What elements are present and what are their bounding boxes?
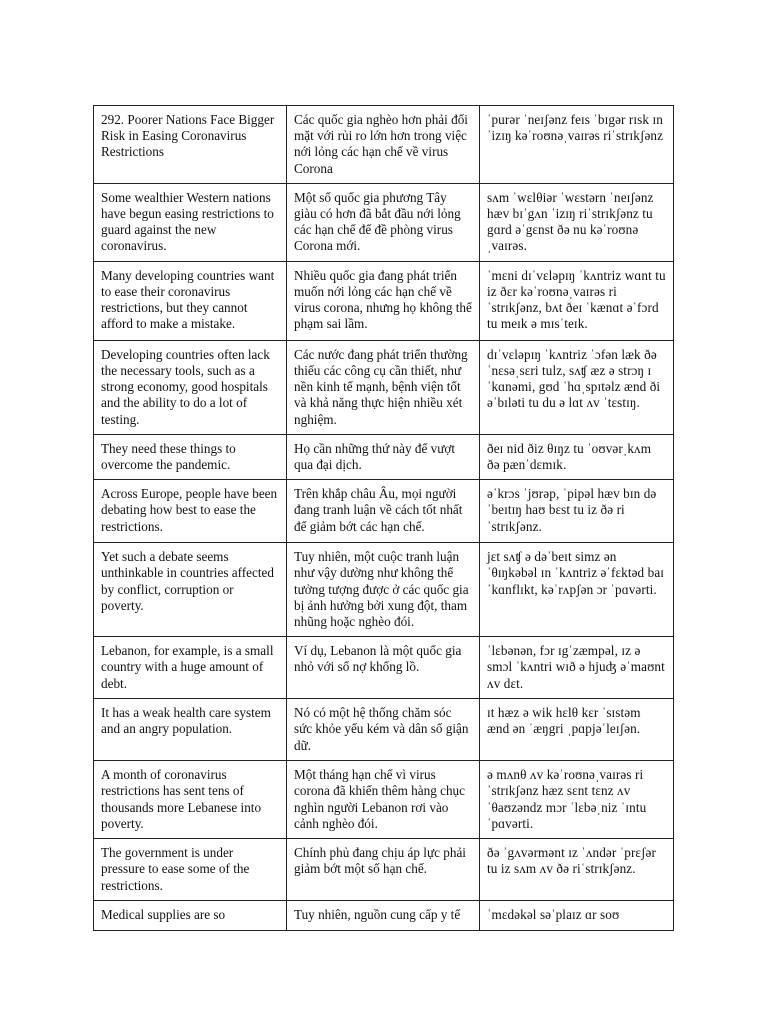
vocabulary-table [93, 105, 674, 931]
english-cell: It has a weak health care system and an angry population. [94, 699, 287, 761]
english-cell: They need these things to overcome the pandemic. [94, 434, 287, 479]
english-cell: A month of coronavirus restrictions has sent tens of thousands more Lebanese into poverty. [94, 761, 287, 839]
vietnamese-cell: Nó có một hệ thống chăm sóc sức khỏe yếu kém và dân số giận dữ. [287, 699, 480, 761]
vietnamese-cell: Các quốc gia nghèo hơn phải đối mặt với rủi ro lớn hơn trong việc nới lỏng các hạn chế về virus Corona [287, 106, 480, 184]
vietnamese-cell: Họ cần những thứ này để vượt qua đại dịch. [287, 434, 480, 479]
table-row [94, 543, 674, 637]
table-row [94, 106, 674, 184]
english-cell: Some wealthier Western nations have begun easing restrictions to guard against the new coronavirus. [94, 183, 287, 261]
vietnamese-cell: Chính phủ đang chịu áp lực phải giảm bớt một số hạn chế. [287, 839, 480, 901]
table-row [94, 901, 674, 931]
table-row [94, 637, 674, 699]
ipa-cell: jɛt sʌʧ ə dəˈbeɪt simz ənˈθɪŋkəbəl ɪn ˈkʌntriz əˈfɛktəd baɪ ˈkɑnflɪkt, kəˈrʌpʃən ɔr ˈpɑvərti. [480, 543, 674, 637]
ipa-cell: ə mʌnθ ʌv kəˈroʊnəˌvaɪrəs riˈstrɪkʃənz hæz sɛnt tɛnz ʌv ˈθaʊzəndz mɔr ˈlɛbəˌniz ˈɪntu ˈpɑvərti. [480, 761, 674, 839]
vietnamese-cell: Nhiều quốc gia đang phát triển muốn nới lỏng các hạn chế về virus corona, nhưng họ không thể phạm sai lầm. [287, 261, 480, 340]
ipa-cell: sʌm ˈwɛlθiər ˈwɛstərn ˈneɪʃənz hæv bɪˈgʌn ˈizɪŋ riˈstrɪkʃənz tu gɑrd əˈgɛnst ðə nu kəˈroʊnəˌvaɪrəs. [480, 183, 674, 261]
english-cell: Lebanon, for example, is a small country with a huge amount of debt. [94, 637, 287, 699]
english-cell: Many developing countries want to ease their coronavirus restrictions, but they cannot afford to make a mistake. [94, 261, 287, 340]
ipa-cell: ðə ˈgʌvərmənt ɪz ˈʌndər ˈprɛʃər tu iz sʌm ʌv ðə riˈstrɪkʃənz. [480, 839, 674, 901]
table-row [94, 261, 674, 340]
ipa-cell: ɪt hæz ə wik hɛlθ kɛr ˈsɪstəm ænd ən ˈæŋgri ˌpɑpjəˈleɪʃən. [480, 699, 674, 761]
vietnamese-cell: Tuy nhiên, một cuộc tranh luận như vậy dường như không thể tưởng tượng được ở các quốc gia bị ảnh hưởng bởi xung đột, tham nhũng hoặc nghèo đói. [287, 543, 480, 637]
vietnamese-cell: Một số quốc gia phương Tây giàu có hơn đã bắt đầu nới lỏng các hạn chế để đề phòng virus Corona mới. [287, 183, 480, 261]
english-cell: 292. Poorer Nations Face Bigger Risk in Easing Coronavirus Restrictions [94, 106, 287, 184]
english-cell: Developing countries often lack the necessary tools, such as a strong economy, good hospitals and the ability to do a lot of testing. [94, 340, 287, 434]
vietnamese-cell: Một tháng hạn chế vì virus corona đã khiến thêm hàng chục nghìn người Lebanon rơi vào cảnh nghèo đói. [287, 761, 480, 839]
english-cell: Across Europe, people have been debating how best to ease the restrictions. [94, 480, 287, 543]
ipa-cell: əˈkrɔs ˈjʊrəp, ˈpipəl hæv bɪn dəˈbeɪtɪŋ haʊ bɛst tu iz ðə riˈstrɪkʃənz. [480, 480, 674, 543]
table-row [94, 839, 674, 901]
vietnamese-cell: Ví dụ, Lebanon là một quốc gia nhỏ với số nợ khổng lồ. [287, 637, 480, 699]
table-row [94, 699, 674, 761]
vietnamese-cell: Trên khắp châu Âu, mọi người đang tranh luận về cách tốt nhất để giảm bớt các hạn chế. [287, 480, 480, 543]
ipa-cell: ˈmɛni dɪˈvɛləpɪŋ ˈkʌntriz wɑnt tu iz ðɛr kəˈroʊnəˌvaɪrəs riˈstrɪkʃənz, bʌt ðeɪ ˈkænɑt əˈfɔrd tu meɪk ə mɪsˈteɪk. [480, 261, 674, 340]
vietnamese-cell: Các nước đang phát triển thường thiếu các công cụ cần thiết, như nền kinh tế mạnh, bệnh viện tốt và khả năng thực hiện nhiều xét nghiệm. [287, 340, 480, 434]
table-row [94, 480, 674, 543]
english-cell: Medical supplies are so [94, 901, 287, 931]
table-row [94, 340, 674, 434]
english-cell: The government is under pressure to ease some of the restrictions. [94, 839, 287, 901]
table-row [94, 761, 674, 839]
ipa-cell: ˈmɛdəkəl səˈplaɪz ɑr soʊ [480, 901, 674, 931]
ipa-cell: ðeɪ nid ðiz θɪŋz tu ˈoʊvərˌkʌm ðə pænˈdɛmɪk. [480, 434, 674, 479]
ipa-cell: ˈpurər ˈneɪʃənz feɪs ˈbɪgər rɪsk ɪn ˈizɪŋ kəˈroʊnəˌvaɪrəs riˈstrɪkʃənz [480, 106, 674, 184]
table-row [94, 434, 674, 479]
table-row [94, 183, 674, 261]
vietnamese-cell: Tuy nhiên, nguồn cung cấp y tế [287, 901, 480, 931]
english-cell: Yet such a debate seems unthinkable in countries affected by conflict, corruption or poverty. [94, 543, 287, 637]
ipa-cell: dɪˈvɛləpɪŋ ˈkʌntriz ˈɔfən læk ðə ˈnɛsəˌsɛri tulz, sʌʧ æz ə strɔŋ ɪˈkɑnəmi, gʊd ˈhɑˌspɪtəlz ænd ði əˈbɪləti tu du ə lɑt ʌv ˈtɛstɪŋ. [480, 340, 674, 434]
ipa-cell: ˈlɛbənən, fɔr ɪgˈzæmpəl, ɪz ə smɔl ˈkʌntri wɪð ə hjuʤ əˈmaʊnt ʌv dɛt. [480, 637, 674, 699]
